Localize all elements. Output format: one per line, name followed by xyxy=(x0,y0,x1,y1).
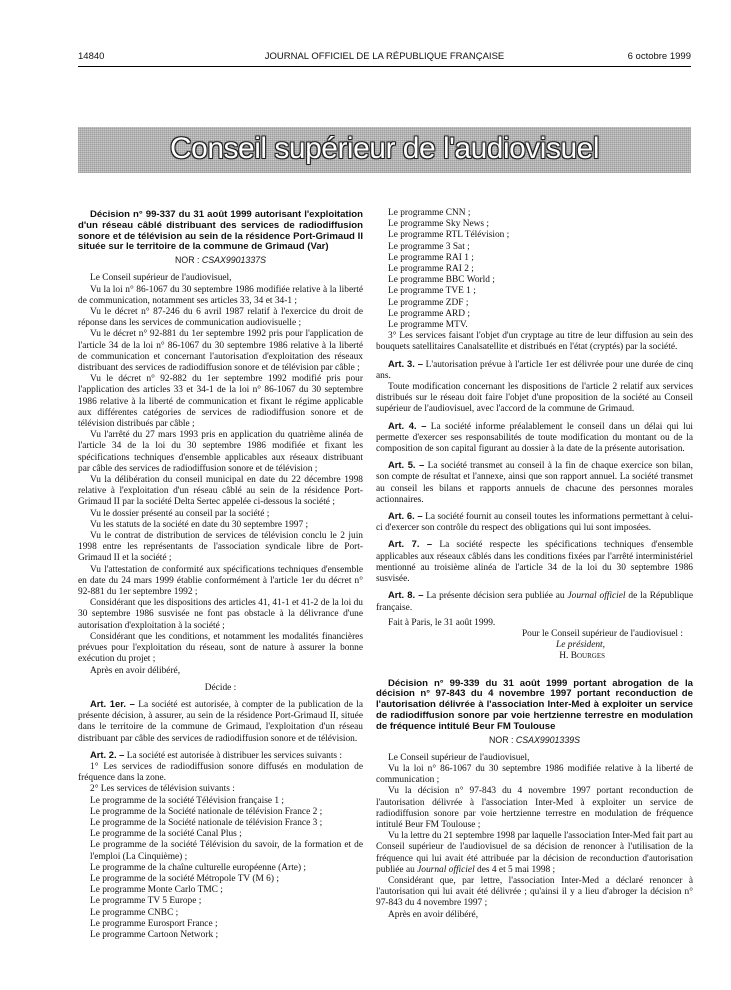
article-2 xyxy=(78,749,363,762)
paragraph: Vu la loi n° 86-1067 du 30 septembre 1986 modifiée relative à la liberté de communication, notamment ses articles 33, 34 et 34-1 ; xyxy=(78,284,363,306)
page-header xyxy=(78,51,691,65)
programme-item: Le programme Eurosport France ; xyxy=(90,918,218,929)
left-column xyxy=(78,210,363,941)
article-text: La société est autorisée à distribuer les services suivants : xyxy=(126,750,343,761)
article-label: Art. 6. – xyxy=(388,510,423,522)
article-text: La société informe préalablement le conseil dans un délai qui lui permette d'exercer ses responsabilités de toute modification du montant ou de la composition de son capital figurant au dossier à la date de la présente autorisation. xyxy=(376,421,694,455)
article-3 xyxy=(376,358,693,382)
programme-item: Le programme CNN ; xyxy=(388,208,471,218)
journal-officiel-ref: Journal officiel xyxy=(567,591,626,602)
article-2-item-3: 3° Les services faisant l'objet d'un cryptage au titre de leur diffusion au sein des bouquets satellitaires Canalsatellite et distribués en l'état (cryptés) par la société. xyxy=(376,331,693,353)
signature-place-date: Fait à Paris, le 31 août 1999. xyxy=(388,617,496,628)
article-label: Art. 2. – xyxy=(90,748,125,760)
paragraph: Vu le décret n° 87-246 du 6 avril 1987 relatif à l'exercice du droit de réponse dans les services de communication audiovisuelle ; xyxy=(78,307,363,329)
paragraph: Le Conseil supérieur de l'audiovisuel, xyxy=(388,752,530,763)
article-3-paragraph: Toute modification concernant les dispositions de l'article 2 relatif aux services distribués sur le réseau doit faire l'objet d'une proposition de la société au Conseil supérieur de l'audiovisuel, avec l'accord de la commune de Grimaud. xyxy=(376,382,693,415)
paragraph: Après en avoir délibéré, xyxy=(90,665,181,676)
paragraph: Après en avoir délibéré, xyxy=(388,909,479,920)
paragraph: Considérant que les dispositions des articles 41, 41-1 et 41-2 de la loi du 30 septembre 1986 susvisée ne font pas obstacle à la délivrance d'une autorisation d'exploitation à la société ; xyxy=(78,598,363,631)
article-1 xyxy=(78,698,363,745)
paragraph: Vu la loi n° 86-1067 du 30 septembre 1986 modifiée relative à la liberté de communication ; xyxy=(376,763,693,786)
paragraph: Vu la décision n° 97-843 du 4 novembre 1997 portant reconduction de l'autorisation délivrée à l'association Inter-Med à exploiter un service de radiodiffusion sonore par voie hertzienne terrestre en modulation de fréquence intitulé Beur FM Toulouse ; xyxy=(376,786,693,830)
programme-item: Le programme MTV. xyxy=(388,320,468,331)
issue-date: 6 octobre 1999 xyxy=(627,51,691,62)
article-label: Art. 3. – xyxy=(388,357,424,369)
article-text: La société est autorisée, à compter de la publication de la présente décision, à assurer, au sein de la résidence Port-Grimaud II, située dans le territoire de la commune de Grimaud, l'exploitation d'un réseau distribuant par câble des services de radiodiffusion sonore et de télévision. xyxy=(78,699,364,744)
programme-item: Le programme de la Société nationale de télévision France 2 ; xyxy=(90,806,323,817)
programme-item: Le programme RAI 1 ; xyxy=(388,252,474,263)
article-8 xyxy=(376,589,693,613)
programme-item: Le programme Sky News ; xyxy=(388,219,490,230)
article-text: La société transmet au conseil à la fin de chaque exercice son bilan, son compte de résultat et l'annexe, ainsi que son rapport annuel. La société transmet au conseil les bilans et rapports annuels de chacune des personnes morales actionnaires. xyxy=(376,461,694,505)
signature-name: H. Bourges xyxy=(559,651,605,662)
paragraph: Vu la délibération du conseil municipal en date du 22 décembre 1998 relative à l'exploitation d'un réseau câblé au sein de la résidence Port-Grimaud II par la société Delta Sertec appelée ci-dessous la société ; xyxy=(78,475,363,508)
article-text-a: La présente décision sera publiée au xyxy=(426,591,565,602)
paragraph: Vu l'arrêté du 27 mars 1993 pris en application du quatrième alinéa de l'article 34 de la loi du 30 septembre 1986 modifiée et fixant les spécifications techniques d'ensemble applicables aux réseaux distribuant par câble des services de radiodiffusion sonore et de télévision ; xyxy=(78,430,363,474)
signature-role-text: Le président, xyxy=(556,640,605,651)
article-label: Art. 4. – xyxy=(388,419,427,431)
paragraph: Vu le dossier présenté au conseil par la société ; xyxy=(90,508,270,519)
programme-item: Le programme de la Société nationale de télévision France 3 ; xyxy=(90,817,323,828)
programme-item: Le programme CNBC ; xyxy=(90,907,179,918)
programme-item: Le programme TVE 1 ; xyxy=(388,286,476,297)
nor-code: CSAX9901339S xyxy=(515,734,580,745)
article-5 xyxy=(376,459,693,506)
paragraph: Vu les statuts de la société en date du 30 septembre 1997 ; xyxy=(90,519,309,530)
decision-1-title: Décision n° 99-337 du 31 août 1999 autorisant l'exploitation d'un réseau câblé distribuant des services de radiodiffusion sonore et de télévision au sein de la résidence Port-Grimaud II située sur le territoire de la commune de Grimaud (Var) xyxy=(78,209,363,253)
letter-text-b: des 4 et 5 mai 1998 ; xyxy=(477,864,556,875)
page-number: 14840 xyxy=(78,51,105,62)
paragraph: Considérant que les conditions, et notamment les modalités financières prévues pour l'exploitation du réseau, sont de nature à assurer la bonne exécution du projet ; xyxy=(78,631,363,665)
paragraph: Vu le décret n° 92-882 du 1er septembre 1992 modifié pris pour l'application des articles 33 et 34-1 de la loi n° 86-1067 du 30 septembre 1986 relative à la liberté de communication et fixant le régime applicable aux différentes catégories de services de radiodiffusion sonore et de télévision distribués par câble ; xyxy=(78,374,363,430)
decide-heading: Décide : xyxy=(204,682,237,693)
article-text: La société fournit au conseil toutes les informations permettant à celui-ci d'exercer son contrôle du respect des obligations qui lui sont imposées. xyxy=(376,512,694,534)
article-text: La société respecte les spécifications techniques d'ensemble applicables aux réseaux câblés dans les conditions fixées par l'arrêté interministériel mentionné au troisième alinéa de l'article 34 de la loi du 30 septembre 1986 susvisée. xyxy=(376,540,694,585)
programme-item: Le programme de la société Canal Plus ; xyxy=(90,829,242,840)
programme-item: Le programme RTL Télévision ; xyxy=(388,230,510,241)
article-text-b: de la République française. xyxy=(376,591,694,613)
paragraph: Vu l'attestation de conformité aux spécifications techniques d'ensemble en date du 24 mars 1999 établie conformément à l'article 1er du décret n° 92-881 du 1er septembre 1992 ; xyxy=(78,564,363,598)
right-column xyxy=(376,208,693,921)
paragraph: Le Conseil supérieur de l'audiovisuel, xyxy=(90,273,232,284)
programme-list-left xyxy=(78,796,363,942)
article-label: Art. 1er. – xyxy=(90,697,135,709)
article-label: Art. 7. – xyxy=(388,538,433,550)
article-4 xyxy=(376,420,693,456)
section-banner xyxy=(78,127,691,173)
nor-label: NOR : xyxy=(489,734,514,745)
paragraph: Vu le décret n° 92-881 du 1er septembre 1992 pris pour l'application de l'article 34 de la loi n° 86-1067 du 30 septembre 1986 relative à la liberté de communication et concernant l'autorisation d'exploitation des réseaux distribuant des services de radiodiffusion sonore et de télévision par câble ; xyxy=(78,329,363,374)
programme-item: Le programme ARD ; xyxy=(388,308,471,319)
paragraph xyxy=(376,831,693,876)
programme-item: Le programme de la société Télévision française 1 ; xyxy=(90,795,285,806)
programme-item: Le programme de la société Métropole TV (M 6) ; xyxy=(90,873,279,884)
letter-text-a: Vu la lettre du 21 septembre 1998 par laquelle l'association Inter-Med fait part au Conseil supérieur de l'audiovisuel de sa décision de renoncer à l'utilisation de la fréquence qui lui avait été attribuée par la décision de reconduction d'autorisation publiée au xyxy=(376,831,693,875)
decision-1-nor xyxy=(78,255,363,266)
programme-item: Le programme de la chaîne culturelle européenne (Arte) ; xyxy=(90,862,307,873)
paragraph: Vu le contrat de distribution de services de télévision conclu le 2 juin 1998 entre les représentants de l'association syndicale libre de Port-Grimaud II et la société ; xyxy=(78,531,363,564)
banner-title: Conseil supérieur de l'audiovisuel xyxy=(170,132,599,165)
article-2-item-2: 2° Les services de télévision suivants : xyxy=(90,784,235,795)
article-label: Art. 5. – xyxy=(388,459,425,471)
article-7 xyxy=(376,538,693,585)
journal-title: JOURNAL OFFICIEL DE LA RÉPUBLIQUE FRANÇAISE xyxy=(264,51,505,62)
nor-label: NOR : xyxy=(175,255,200,266)
article-6 xyxy=(376,510,693,534)
paragraph: Considérant que, par lettre, l'association Inter-Med a déclaré renoncer à l'autorisation qui lui avait été délivrée ; qu'ainsi il y a lieu d'abroger la décision n° 97-843 du 4 novembre 1997 ; xyxy=(376,875,693,909)
article-2-item-1: 1° Les services de radiodiffusion sonore diffusés en modulation de fréquence dans la zone. xyxy=(78,761,363,784)
programme-item: Le programme BBC World ; xyxy=(388,275,495,286)
header-rule xyxy=(78,66,691,67)
programme-item: Le programme Cartoon Network ; xyxy=(90,929,219,940)
programme-item: Le programme 3 Sat ; xyxy=(388,241,470,252)
article-text: L'autorisation prévue à l'article 1er est délivrée pour une durée de cinq ans. xyxy=(376,359,694,381)
signature-line: Pour le Conseil supérieur de l'audiovisuel : xyxy=(521,628,683,639)
programme-item: Le programme ZDF ; xyxy=(388,297,469,308)
programme-item: Le programme de la société Télévision du savoir, de la formation et de l'emploi (La Cinquième) ; xyxy=(90,840,363,862)
article-label: Art. 8. – xyxy=(388,589,424,601)
nor-code: CSAX9901337S xyxy=(201,255,266,266)
programme-item: Le programme RAI 2 ; xyxy=(388,264,474,275)
programme-item: Le programme Monte Carlo TMC ; xyxy=(90,885,223,896)
decision-2-nor xyxy=(376,735,693,746)
programme-item: Le programme TV 5 Europe ; xyxy=(90,896,202,907)
journal-officiel-ref: Journal officiel xyxy=(417,864,475,875)
decision-2-title: Décision n° 99-339 du 31 août 1999 portant abrogation de la décision n° 97-843 du 4 novembre 1997 portant reconduction de l'autorisation délivrée à l'association Inter-Med à exploiter un service de radiodiffusion sonore par voie hertzienne terrestre en modulation de fréquence intitulé Beur FM Toulouse xyxy=(376,677,693,732)
signature-role xyxy=(376,640,693,651)
programme-list-right xyxy=(376,208,693,331)
